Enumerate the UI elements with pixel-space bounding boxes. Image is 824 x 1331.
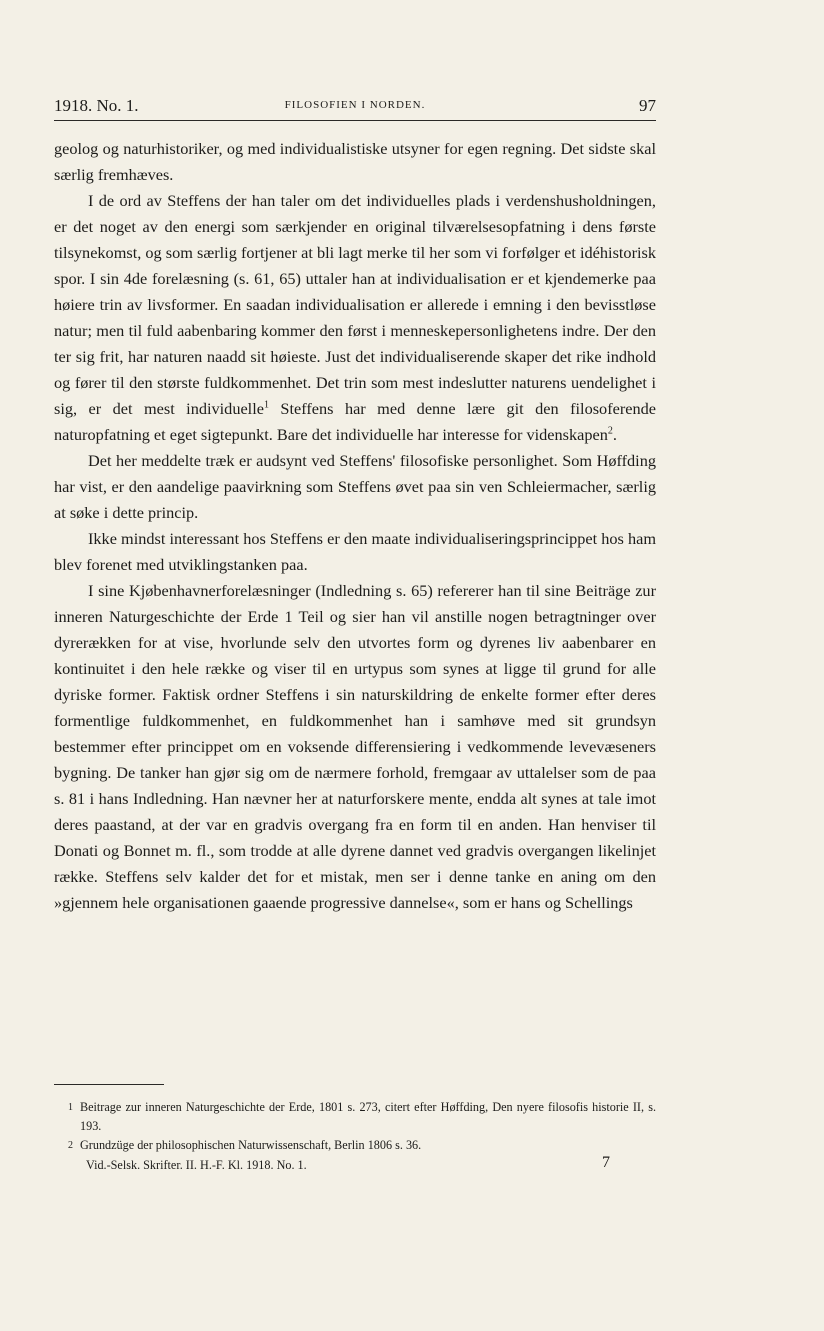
- footnote-ref: 1: [263, 399, 269, 411]
- header-issue: 1918. No. 1.: [54, 96, 139, 115]
- paragraph-text: Steffens har med denne lære git den filosoferende naturopfatning et eget sigtepunkt. Bare det individuelle har interesse for videnskapen: [54, 399, 656, 444]
- page-header: [54, 96, 656, 121]
- footnote-text: Beitrage zur inneren Naturgeschichte der Erde, 1801 s. 273, citert efter Høffding, Den nyere filosofis historie II, s. 193.: [80, 1100, 656, 1133]
- publication-line: Vid.-Selsk. Skrifter. II. H.-F. Kl. 1918. No. 1.: [86, 1158, 307, 1172]
- footnote: [54, 1136, 656, 1155]
- footnote-number: 2: [68, 1140, 73, 1151]
- paragraph-text: I de ord av Steffens der han taler om det individuelles plads i verdenshusholdningen, er det noget av den energi som særkjender en original tilværelsesopfatning i dens første tilsynekomst, og som særlig fortjener at bli lagt merke til her som vi forfølger et idéhistorisk spor. I sin 4de forelæsning (s. 61, 65) uttaler han at individualisation er et kjendemerke paa høiere trin av livsformer. En saadan individualisation er allerede i emning i den bevisstløse natur; men til fuld aabenbaring kommer den først i menneskepersonlighetens indre. Der den ter sig frit, har naturen naadd sit høieste. Just det individualiserende skaper det rike indhold og fører til den største fuldkommenhet. Det trin som mest indeslutter naturens uendelighet i sig, er det mest individuelle: [54, 191, 656, 418]
- footnote-number: 1: [68, 1102, 73, 1113]
- paragraph-text: .: [612, 425, 617, 444]
- footnote-text: Grundzüge der philosophischen Naturwissenschaft, Berlin 1806 s. 36.: [80, 1138, 422, 1152]
- page-number: 97: [639, 96, 656, 115]
- paragraph: [54, 188, 656, 448]
- paragraph: geolog og naturhistoriker, og med individualistiske utsyner for egen regning. Det sidste skal særlig fremhæves.: [54, 139, 656, 184]
- document-page: [54, 0, 656, 1331]
- paragraph: Det her meddelte træk er audsynt ved Steffens' filosofiske personlighet. Som Høffding har vist, er den aandelige paavirkning som Steffens øvet paa sin ven Schleiermacher, særlig at søke i dette princip.: [54, 451, 656, 522]
- paragraph: I sine Kjøbenhavnerforelæsninger (Indledning s. 65) refererer han til sine Beiträge zur inneren Naturgeschichte der Erde 1 Teil og sier han vil anstille nogen betragtninger over dyrerækken for at vise, hvorlunde selv den utvortes form og dyrenes liv aabenbarer en kontinuitet i den hele række og viser til en urtypus som synes at ligge til grund for alle dyriske former. Faktisk ordner Steffens i sin naturskildring de enkelte former efter deres formentlige fuldkommenhet, en fuldkommenhet han i samhøve med sit grundsyn bestemmer efter princippet om en voksende differensiering i vedkommende levevæseners bygning. De tanker han gjør sig om de nærmere forhold, fremgaar av uttalelser som de paa s. 81 i hans Indledning. Han nævner her at naturforskere mente, endda alt synes at tale imot deres paastand, at der var en gradvis overgang fra en form til en anden. Han henviser til Donati og Bonnet m. fl., som trodde at alle dyrene dannet ved gradvis overgangen likelinjet række. Steffens selv kalder det for et mistak, men ser i denne tanke en aning om den »gjennem hele organisationen gaaende progressive dannelse«, som er hans og Schellings: [54, 581, 656, 912]
- signature-mark: 7: [602, 1154, 610, 1171]
- footnote-ref: 2: [607, 425, 613, 437]
- body-text: [54, 136, 656, 916]
- footnote-divider: [54, 1084, 164, 1085]
- footnotes: [54, 1098, 656, 1155]
- footnote: [54, 1098, 656, 1136]
- paragraph: Ikke mindst interessant hos Steffens er den maate individualiseringsprincippet hos ham blev forenet med utviklingstanken paa.: [54, 529, 656, 574]
- running-title: FILOSOFIEN I NORDEN.: [284, 99, 426, 111]
